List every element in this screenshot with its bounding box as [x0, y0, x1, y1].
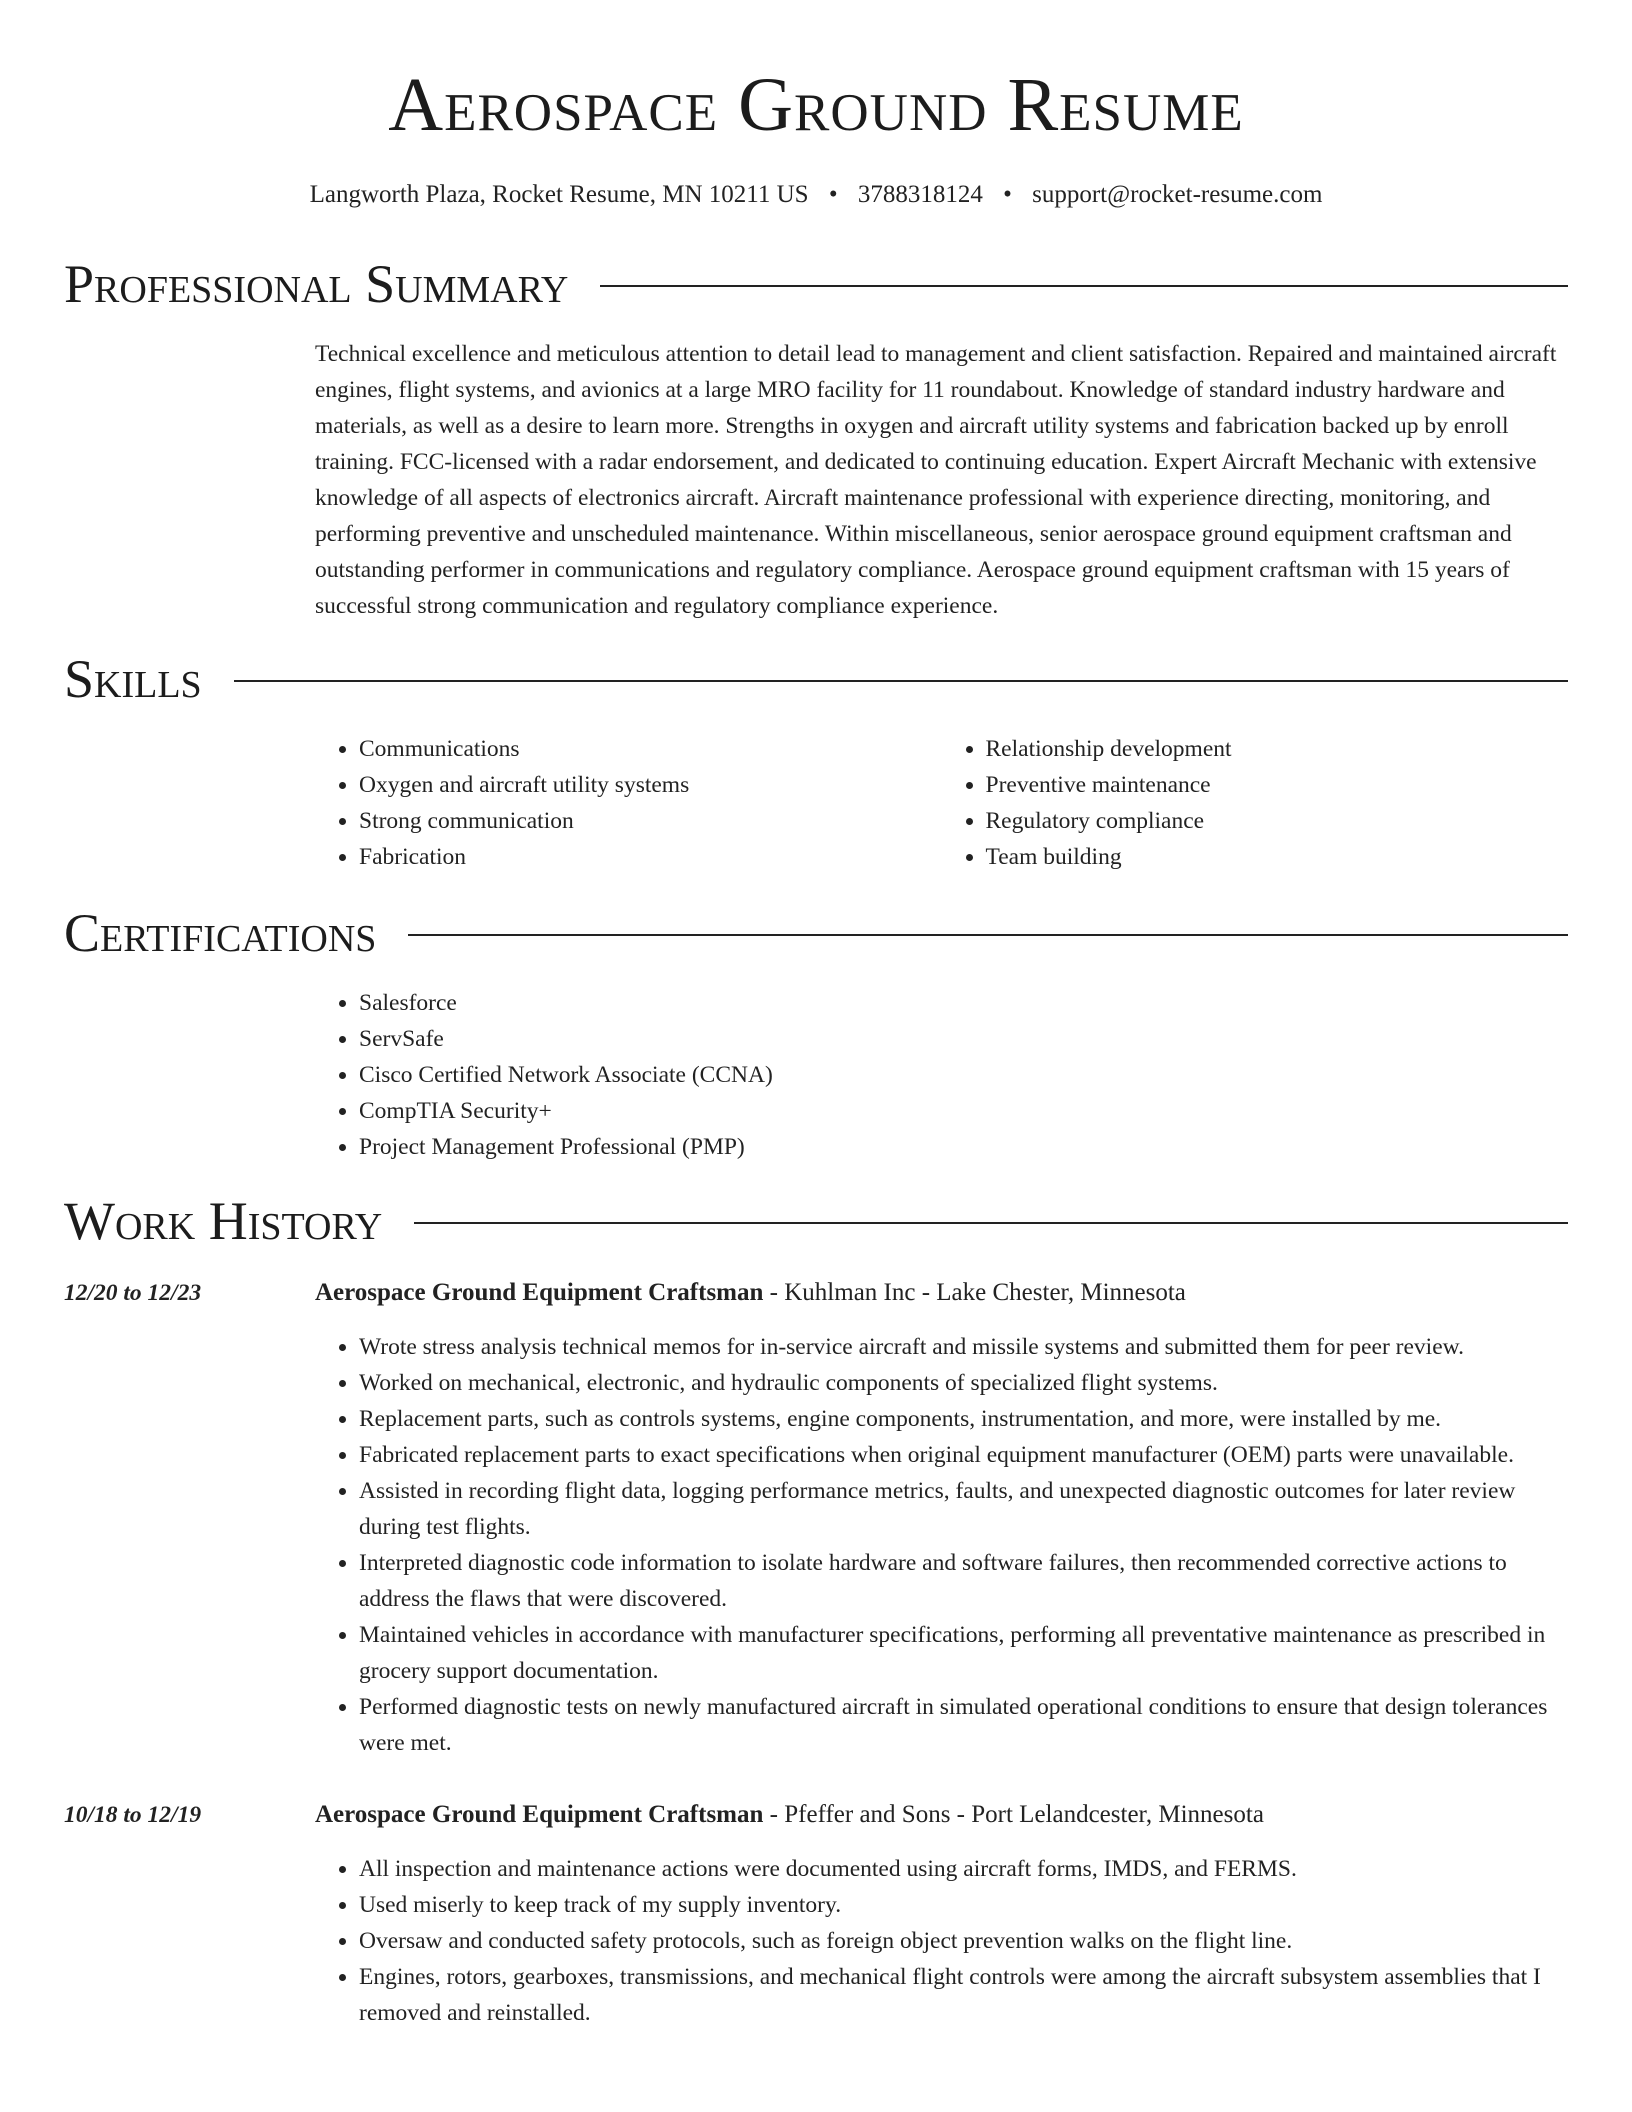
job-bullet-list [315, 1851, 1568, 2031]
summary-section [64, 254, 1568, 624]
skill-item: • Relationship development [986, 731, 1569, 767]
job-bullet: • Performed diagnostic tests on newly manufactured aircraft in simulated operational conditions to ensure that design tolerances were met. [359, 1689, 1568, 1761]
job-entry [64, 1275, 1568, 1761]
job-bullet: • All inspection and maintenance actions were documented using aircraft forms, IMDS, and FERMS. [359, 1851, 1568, 1887]
skill-item: • Strong communication [359, 803, 942, 839]
job-bullet: • Oversaw and conducted safety protocols, such as foreign object prevention walks on the flight line. [359, 1923, 1568, 1959]
skill-item: • Regulatory compliance [986, 803, 1569, 839]
certifications-section [64, 903, 1568, 1165]
skills-title: Skills [64, 649, 202, 709]
contact-line [0, 180, 1632, 210]
job-header [64, 1797, 1568, 1833]
certification-item: • CompTIA Security+ [359, 1093, 1568, 1129]
job-header [64, 1275, 1568, 1311]
section-heading [64, 903, 1568, 963]
contact-email[interactable]: support@rocket-resume.com [1032, 181, 1323, 208]
job-bullets [315, 1329, 1568, 1761]
certification-item: • Salesforce [359, 985, 1568, 1021]
work-history-section [64, 1191, 1568, 2031]
certifications-list [315, 985, 1568, 1165]
job-title-line [315, 1275, 1186, 1311]
job-bullet: • Engines, rotors, gearboxes, transmissions, and mechanical flight controls were among the aircraft subsystem assemblies that I removed and reinstalled. [359, 1959, 1568, 2031]
section-divider [600, 285, 1568, 287]
certification-item: • Cisco Certified Network Associate (CCNA) [359, 1057, 1568, 1093]
skill-item: • Preventive maintenance [986, 767, 1569, 803]
summary-title: Professional Summary [64, 254, 569, 314]
job-bullet: • Wrote stress analysis technical memos for in-service aircraft and missile systems and submitted them for peer review. [359, 1329, 1568, 1365]
job-bullet: • Fabricated replacement parts to exact specifications when original equipment manufacturer (OEM) parts were unavailable. [359, 1437, 1568, 1473]
certifications-title: Certifications [64, 903, 377, 963]
contact-phone: 3788318124 [857, 181, 983, 208]
skills-list-right [942, 731, 1569, 875]
certification-item: • ServSafe [359, 1021, 1568, 1057]
skills-section [64, 649, 1568, 875]
section-heading [64, 649, 1568, 709]
job-title-line [315, 1797, 1264, 1833]
job-bullet: • Interpreted diagnostic code information to isolate hardware and software failures, then recommended corrective actions to address the flaws that were discovered. [359, 1545, 1568, 1617]
section-divider [408, 934, 1568, 936]
job-bullet: • Worked on mechanical, electronic, and hydraulic components of specialized flight systems. [359, 1365, 1568, 1401]
skills-grid [315, 731, 1568, 875]
skill-item: • Communications [359, 731, 942, 767]
section-heading [64, 1191, 1568, 1251]
job-title: Aerospace Ground Equipment Craftsman [315, 1279, 764, 1306]
summary-text: Technical excellence and meticulous attention to detail lead to management and client satisfaction. Repaired and maintained aircraft engines, flight systems, and avionics at a large MRO facility for 11 roundabout. Knowledge of standard industry hardware and materials, as well as a desire to learn more. Strengths in oxygen and aircraft utility systems and fabrication backed up by enroll training. FCC-licensed with a radar endorsement, and dedicated to continuing education. Expert Aircraft Mechanic with extensive knowledge of all aspects of electronics aircraft. Aircraft maintenance professional with experience directing, monitoring, and performing preventive and unscheduled maintenance. Within miscellaneous, senior aerospace ground equipment craftsman and outstanding performer in communications and regulatory compliance. Aerospace ground equipment craftsman with 15 years of successful strong communication and regulatory compliance experience. [315, 341, 1557, 619]
contact-separator: • [1003, 181, 1012, 208]
skill-item: • Oxygen and aircraft utility systems [359, 767, 942, 803]
section-heading [64, 254, 1568, 314]
skills-list-left [315, 731, 942, 875]
job-dates: 12/20 to 12/23 [64, 1280, 202, 1306]
resume-name: Aerospace Ground Resume [388, 63, 1244, 147]
job-title: Aerospace Ground Equipment Craftsman [315, 1801, 764, 1828]
job-company: - Pfeffer and Sons - Port Lelandcester, Minnesota [763, 1801, 1264, 1828]
skill-item: • Fabrication [359, 839, 942, 875]
certification-item: • Project Management Professional (PMP) [359, 1129, 1568, 1165]
job-bullet: • Maintained vehicles in accordance with manufacturer specifications, performing all preventative maintenance as prescribed in grocery support documentation. [359, 1617, 1568, 1689]
job-bullet-list [315, 1329, 1568, 1761]
job-bullets [315, 1851, 1568, 2031]
contact-separator: • [828, 181, 838, 208]
job-bullet: • Replacement parts, such as controls systems, engine components, instrumentation, and more, were installed by me. [359, 1401, 1568, 1437]
section-divider [414, 1222, 1568, 1224]
section-divider [234, 680, 1568, 682]
job-bullet: • Used miserly to keep track of my supply inventory. [359, 1887, 1568, 1923]
job-entry [64, 1797, 1568, 2031]
job-company: - Kuhlman Inc - Lake Chester, Minnesota [763, 1279, 1186, 1306]
resume-header [0, 0, 1632, 210]
certifications-body [315, 985, 1568, 1165]
work-history-title: Work History [64, 1191, 383, 1251]
job-bullet: • Assisted in recording flight data, logging performance metrics, faults, and unexpected diagnostic outcomes for later review during test flights. [359, 1473, 1568, 1545]
contact-address: Langworth Plaza, Rocket Resume, MN 10211 US [309, 181, 809, 208]
skill-item: • Team building [986, 839, 1569, 875]
job-dates: 10/18 to 12/19 [64, 1802, 202, 1828]
summary-body [315, 336, 1568, 624]
